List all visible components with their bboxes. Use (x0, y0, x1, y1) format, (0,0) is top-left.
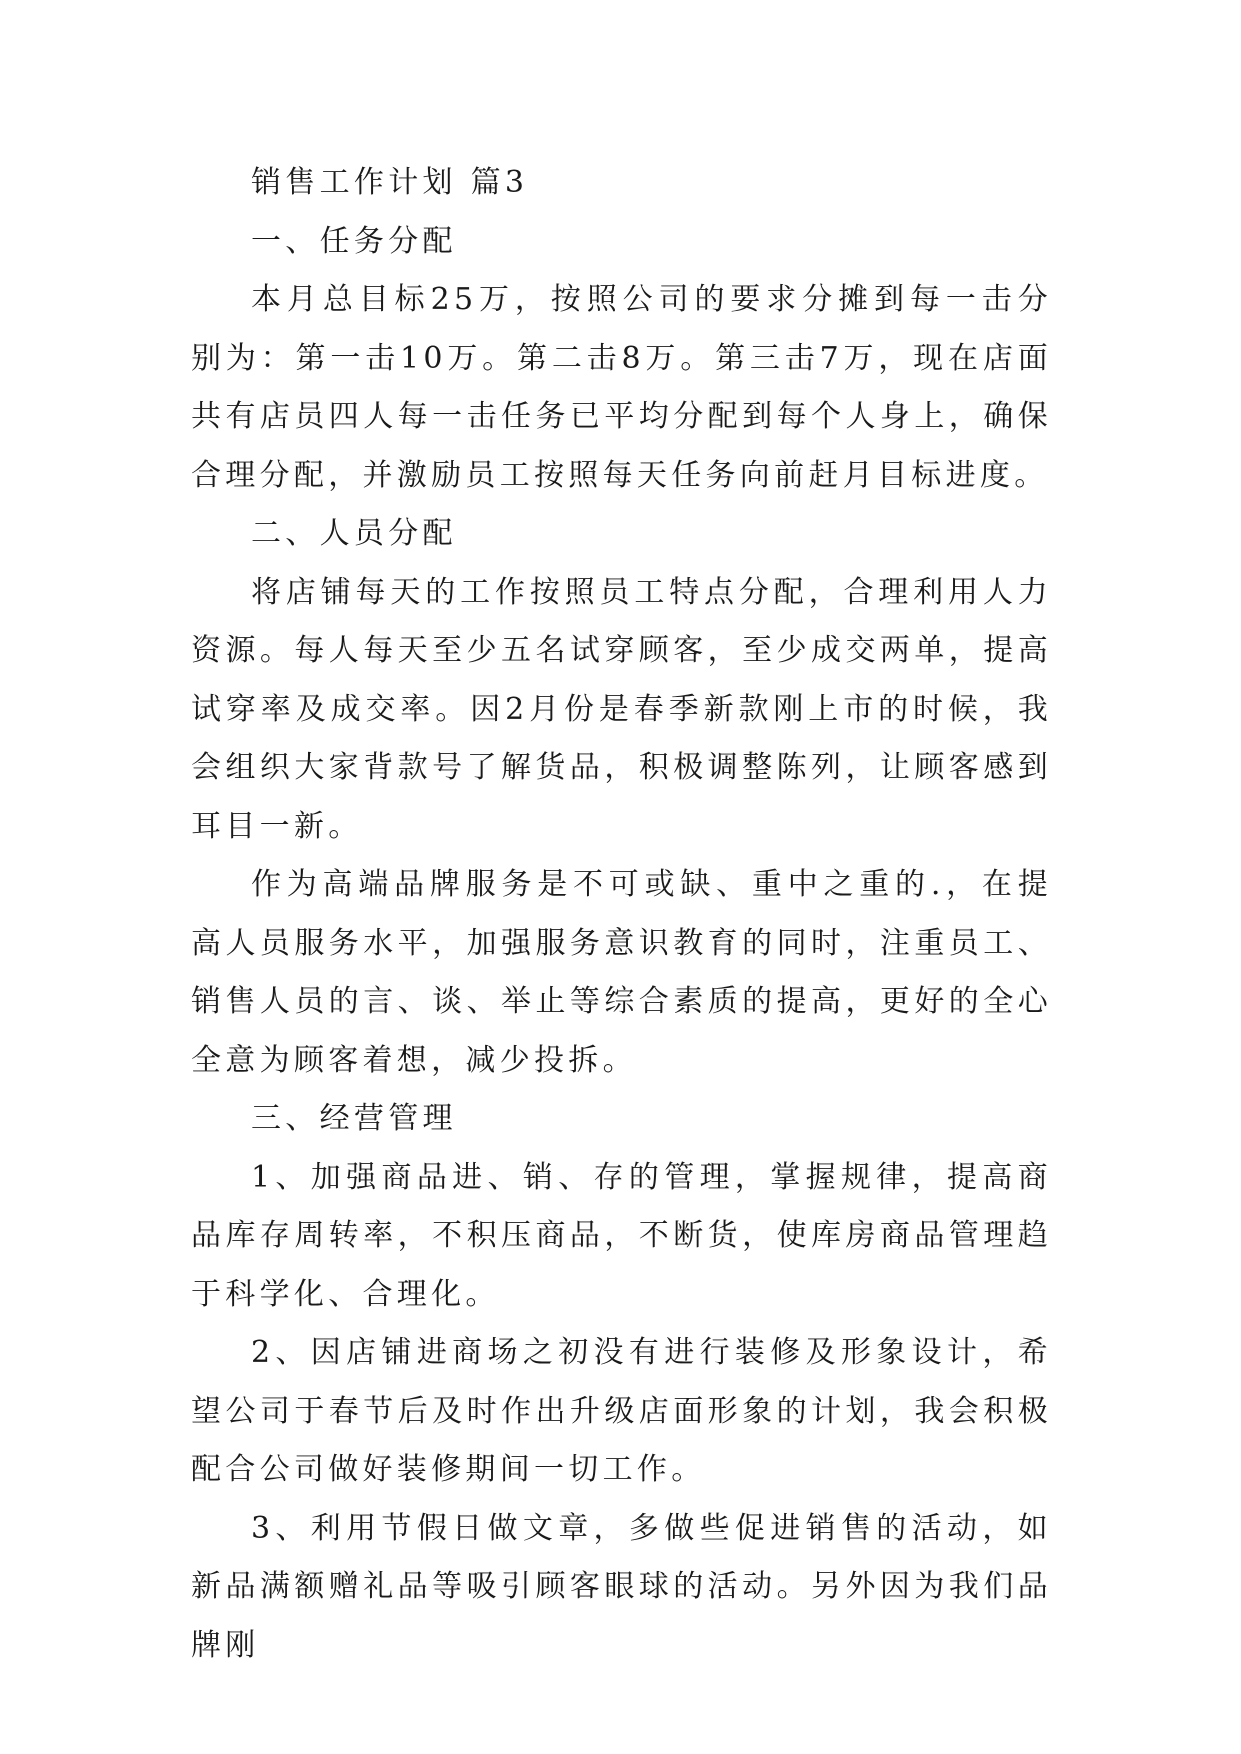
paragraph-operations-2: 2、因店铺进商场之初没有进行装修及形象设计，希望公司于春节后及时作出升级店面形象的计划，我会积极配合公司做好装修期间一切工作。 (191, 1335, 1052, 1487)
paragraph-service: 作为高端品牌服务是不可或缺、重中之重的.，在提高人员服务水平，加强服务意识教育的同时，注重员工、销售人员的言、谈、举止等综合素质的提高，更好的全心全意为顾客着想，减少投拆。 (191, 867, 1052, 1078)
document-title: 销售工作计划 篇3 (251, 165, 529, 200)
section-heading-operations: 三、经营管理 (251, 1101, 457, 1136)
document-body (191, 154, 1052, 1675)
paragraph-task-allocation: 本月总目标25万，按照公司的要求分摊到每一击分别为：第一击10万。第二击8万。第三击7万，现在店面共有店员四人每一击任务已平均分配到每个人身上，确保合理分配，并激励员工按照每天任务向前赶月目标进度。 (191, 282, 1052, 493)
paragraph-staff-allocation: 将店铺每天的工作按照员工特点分配，合理利用人力资源。每人每天至少五名试穿顾客，至少成交两单，提高试穿率及成交率。因2月份是春季新款刚上市的时候，我会组织大家背款号了解货品，积极调整陈列，让顾客感到耳目一新。 (191, 574, 1052, 844)
paragraph-operations-1: 1、加强商品进、销、存的管理，掌握规律，提高商品库存周转率，不积压商品，不断货，使库房商品管理趋于科学化、合理化。 (191, 1159, 1052, 1312)
section-heading-staff-allocation: 二、人员分配 (251, 516, 457, 551)
section-heading-task-allocation: 一、任务分配 (251, 223, 457, 259)
paragraph-operations-3: 3、利用节假日做文章，多做些促进销售的活动，如新品满额赠礼品等吸引顾客眼球的活动。另外因为我们品牌刚 (191, 1510, 1052, 1663)
